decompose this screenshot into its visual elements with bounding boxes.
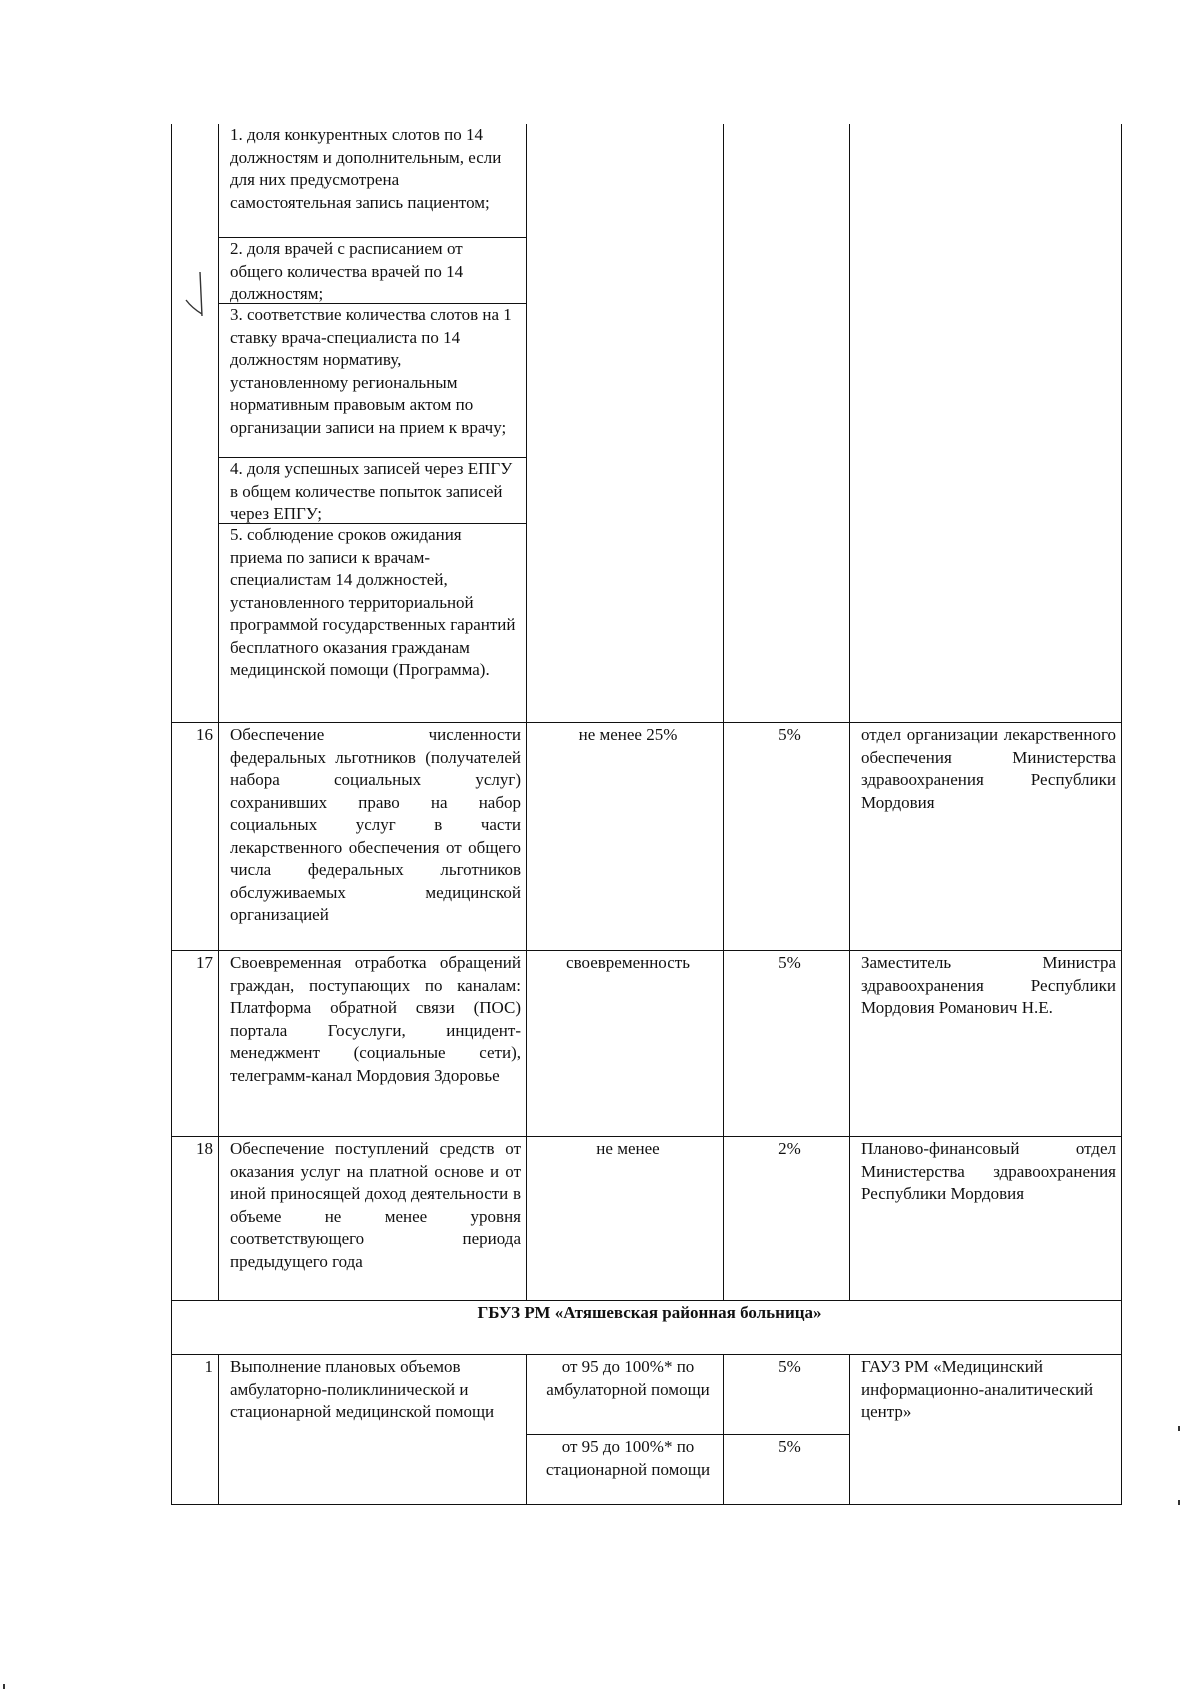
cell-value-empty xyxy=(527,124,724,723)
cell-continuation-items xyxy=(219,124,527,723)
table-row xyxy=(172,1355,1122,1435)
weight-value: 5% xyxy=(724,951,850,1137)
row-number: 18 xyxy=(172,1137,219,1301)
section-title: ГБУЗ РМ «Атяшевская районная больница» xyxy=(172,1301,1122,1355)
list-item: 4. доля успешных записей через ЕПГУ в общем количестве попыток записей через ЕПГУ; xyxy=(219,457,526,523)
target-value: не менее xyxy=(527,1137,724,1301)
criteria-table xyxy=(171,124,1122,1505)
section-header-row xyxy=(172,1301,1122,1355)
table-row xyxy=(172,1137,1122,1301)
list-item: 1. доля конкурентных слотов по 14 должностям и дополнительным, если для них предусмотрена самостоятельная запись пациентом; xyxy=(230,125,502,212)
responsible-text: Заместитель Министра здравоохранения Республики Мордовия Романович Н.Е. xyxy=(850,951,1122,1137)
target-value-inpatient: от 95 до 100%* по стационарной помощи xyxy=(527,1435,724,1505)
criterion-text: Обеспечение поступлений средств от оказания услуг на платной основе и от иной приносящей доход деятельности в объеме не менее уровня соответствующего периода предыдущего года xyxy=(219,1137,527,1301)
responsible-text: Планово-финансовый отдел Министерства здравоохранения Республики Мордовия xyxy=(850,1137,1122,1301)
weight-value: 5% xyxy=(724,723,850,951)
criterion-text: Обеспечение численности федеральных льготников (получателей набора социальных услуг) сохранивших право на набор социальных услуг в части лекарственного обеспечения от общего числа федеральных льготников обслуживаемых медицинской организацией xyxy=(219,723,527,951)
target-value-outpatient: от 95 до 100%* по амбулаторной помощи xyxy=(527,1355,724,1435)
weight-value-outpatient: 5% xyxy=(724,1355,850,1435)
criterion-text: Выполнение плановых объемов амбулаторно-поликлинической и стационарной медицинской помощи xyxy=(219,1355,527,1505)
weight-value: 2% xyxy=(724,1137,850,1301)
table-row-continuation xyxy=(172,124,1122,723)
target-value: не менее 25% xyxy=(527,723,724,951)
list-item: 2. доля врачей с расписанием от общего количества врачей по 14 должностям; xyxy=(219,237,526,303)
handwritten-check-mark xyxy=(184,270,206,320)
scan-speck xyxy=(3,1684,5,1689)
target-value: своевременность xyxy=(527,951,724,1137)
cell-num-empty xyxy=(172,124,219,723)
scan-speck xyxy=(1178,1426,1180,1431)
table-row xyxy=(172,951,1122,1137)
row-number: 16 xyxy=(172,723,219,951)
criterion-text: Своевременная отработка обращений граждан, поступающих по каналам: Платформа обратной связи (ПОС) портала Госуслуги, инцидент-менеджмент (социальные сети), телеграмм-канал Мордовия Здоровье xyxy=(219,951,527,1137)
weight-value-inpatient: 5% xyxy=(724,1435,850,1505)
row-number: 1 xyxy=(172,1355,219,1505)
row-number: 17 xyxy=(172,951,219,1137)
responsible-text: отдел организации лекарственного обеспечения Министерства здравоохранения Республики Мордовия xyxy=(850,723,1122,951)
table-row xyxy=(172,723,1122,951)
list-item: 5. соблюдение сроков ожидания приема по записи к врачам-специалистам 14 должностей, установленного территориальной программой государственных гарантий бесплатного оказания гражданам медицинской помощи (Программа). xyxy=(219,523,526,722)
cell-responsible-empty xyxy=(850,124,1122,723)
cell-weight-empty xyxy=(724,124,850,723)
scan-speck xyxy=(1178,1500,1180,1505)
list-item: 3. соответствие количества слотов на 1 ставку врача-специалиста по 14 должностям нормативу, установленному региональным нормативным правовым актом по организации записи на прием к врачу; xyxy=(219,303,526,457)
responsible-text: ГАУЗ РМ «Медицинский информационно-аналитический центр» xyxy=(850,1355,1122,1505)
